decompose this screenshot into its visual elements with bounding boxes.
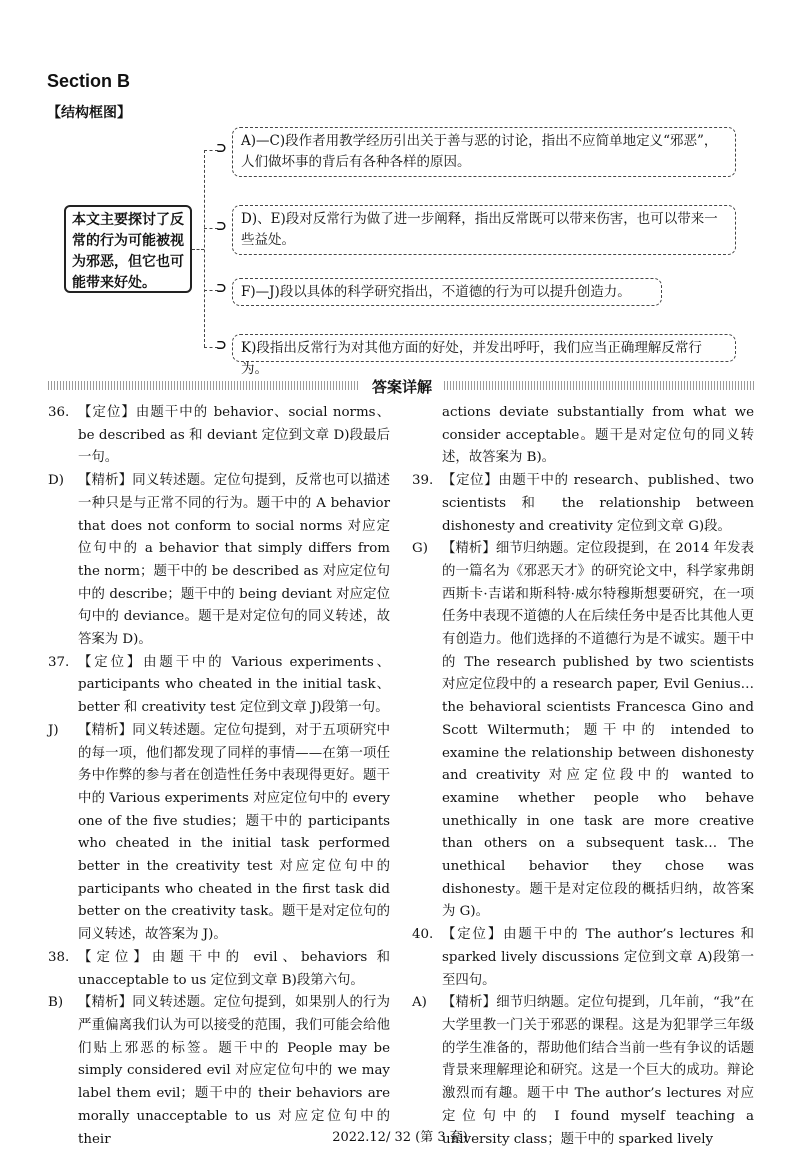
section-title: Section B [47,71,131,91]
answer-item: G) 【精析】细节归纳题。定位段提到，在 2014 年发表的一篇名为《邪恶天才》的研究论文中，科学家弗朗西斯卡·吉诺和斯科特·威尔特穆斯想要研究，在一项任务中表现不道德的人在后续任务中是否比其他人更有创造力。他们选择的不道德行为是不诚实。题干中的 The research published by two scientists 对应定位段中的 a research paper, Evil Genius… the behavioral scientists Francesca Gino and Scott Wiltermuth；题干中的 intended to examine the relationship between dishonesty and creativity 对应定位段中的 wanted to examine whether people who behave unethically in one task are more creative than others on a subsequent task… The unethical behavior they chose was dishonesty。题干是对定位段的概括归纳，故答案为 G)。 [412,541,754,920]
left-column [48,402,390,1151]
arrow-icon: ⊃ [216,141,227,156]
right-column [412,402,754,1151]
arrow-icon: ⊃ [216,219,227,234]
answer-item: 36. 【定位】由题干中的 behavior、social norms、be described as 和 deviant 定位到文章 D)段最后一句。 [48,405,390,466]
answer-heading: 答案详解 [371,379,432,396]
branch-box-1: A)—C)段作者用教学经历引出关于善与恶的讨论，指出不应简单地定义“邪恶”，人们做坏事的背后有各种各样的原因。 [232,127,736,177]
tree-stem [192,249,204,250]
branch-box-3: F)—J)段以具体的科学研究指出，不道德的行为可以提升创造力。 [232,278,662,306]
answer-item: 38. 【定位】由题干中的 evil、behaviors 和 unacceptable to us 定位到文章 B)段第六句。 [48,949,390,988]
answer-item: A) 【精析】细节归纳题。定位句提到，几年前，“我”在大学里教一门关于邪恶的课程。这是为犯罪学三年级的学生准备的，帮助他们结合当前一些有争议的话题背景来理解理论和研究。这是一个巨大的成功。辩论激烈而有趣。题干中 The author’s lectures 对应定位句中的 I found myself teaching a university class；题干中的 sparked lively [412,995,754,1147]
tree-trunk [204,150,205,347]
answer-item: 39. 【定位】由题干中的 research、published、two scientists 和 the relationship between dishonesty and creativity 定位到文章 G)段。 [412,473,754,534]
summary-box: 本文主要探讨了反常的行为可能被视为邪恶，但它也可能带来好处。 [64,205,192,293]
answer-item: B) 【精析】同义转述题。定位句提到，如果别人的行为严重偏离我们认为可以接受的范围，我们可能会给他们贴上邪恶的标签。题干中的 People may be simply considered evil 对应定位句中的 we may label them evil；题干中的 their behaviors are morally unacceptable to us 对应定位句中的 their [48,995,390,1147]
structure-label: 【结构框图】 [47,104,131,120]
answer-item: actions deviate substantially from what we consider acceptable。题干是对定位句的同义转述，故答案为 B)。 [442,405,754,466]
branch-box-2: D)、E)段对反常行为做了进一步阐释，指出反常既可以带来伤害，也可以带来一些益处。 [232,205,736,255]
answer-item: 37. 【定位】由题干中的 Various experiments、participants who cheated in the initial task、better 和 creativity test 定位到文章 J)段第一句。 [48,654,390,716]
arrow-icon: ⊃ [216,338,227,353]
branch-box-4: K)段指出反常行为对其他方面的好处，并发出呼吁，我们应当正确理解反常行为。 [232,334,736,362]
answer-item: J) 【精析】同义转述题。定位句提到，对于五项研究中的每一项，他们都发现了同样的事情——在第一项任务中作弊的参与者在创造性任务中表现得更好。题干中的 Various experiments 对应定位句中的 every one of the five studies；题干中的 participants who cheated in the initial task performed better in the creativity test 对应定位句中的 participants who cheated in the first task did better on the creativity task。题干是对定位句的同义转述，故答案为 J)。 [48,722,390,943]
page-footer: 2022.12/ 32 (第 3 套) [332,1130,468,1145]
answer-item: 40. 【定位】由题干中的 The author’s lectures 和 sparked lively discussions 定位到文章 A)段第一至四句。 [412,927,754,988]
answer-item: D) 【精析】同义转述题。定位句提到，反常也可以描述一种只是与正常不同的行为。题干中的 A behavior that does not conform to social norms 对应定位句中的 a behavior that simply differs from the norm；题干中的 be described as 对应定位句中的 describe；题干中的 being deviant 对应定位句中的 deviance。题干是对定位句的同义转述，故答案为 D)。 [48,473,390,648]
arrow-icon: ⊃ [216,281,227,296]
answer-heading-rule [48,378,756,396]
